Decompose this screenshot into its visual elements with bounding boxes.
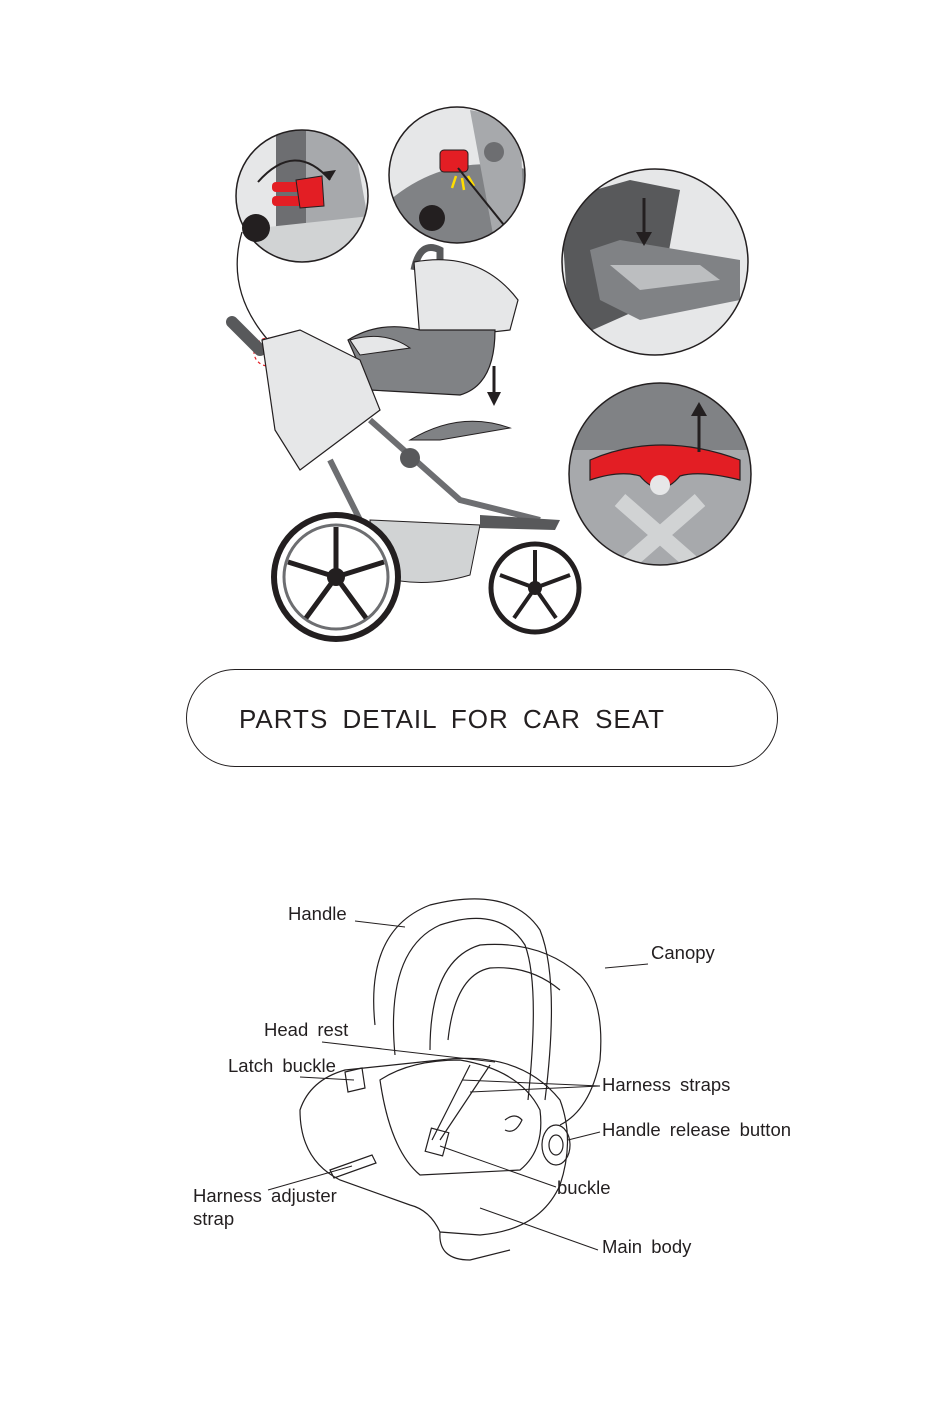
detail-circle-handle-lock bbox=[230, 120, 380, 275]
label-harness-straps: Harness straps bbox=[602, 1074, 731, 1095]
label-main-body: Main body bbox=[602, 1236, 692, 1257]
car-seat-parts-diagram bbox=[0, 880, 950, 1280]
detail-circle-release-handle bbox=[565, 380, 755, 570]
label-canopy: Canopy bbox=[651, 942, 715, 963]
detail-circle-insert-seat bbox=[560, 168, 750, 358]
label-handle-release-button: Handle release button bbox=[602, 1119, 792, 1140]
label-harness-adjuster-strap-line2: strap bbox=[193, 1208, 235, 1229]
stroller-car-seat-installation-illustration bbox=[0, 0, 950, 660]
label-head-rest: Head rest bbox=[264, 1019, 349, 1040]
label-buckle: buckle bbox=[557, 1177, 611, 1198]
detail-circle-latch-click bbox=[385, 105, 530, 245]
label-handle: Handle bbox=[288, 903, 347, 924]
section-title-banner bbox=[186, 669, 778, 767]
label-latch-buckle: Latch buckle bbox=[228, 1055, 336, 1076]
car-seat-drawing bbox=[348, 248, 518, 407]
label-harness-adjuster-strap-line1: Harness adjuster bbox=[193, 1185, 337, 1206]
section-title: PARTS DETAIL FOR CAR SEAT bbox=[239, 704, 666, 734]
